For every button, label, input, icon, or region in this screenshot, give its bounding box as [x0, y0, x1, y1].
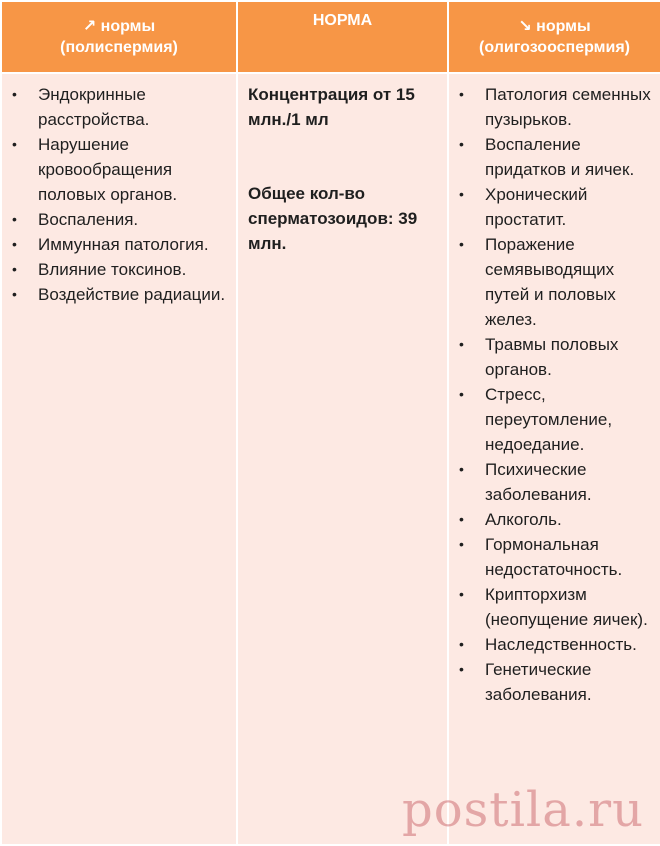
bullet-icon: •	[459, 536, 464, 552]
bullet-icon: •	[459, 461, 464, 477]
list-item	[457, 132, 654, 182]
header-below-norm-subtitle: (олигозооспермия)	[479, 39, 630, 56]
watermark-logo: postila.ru	[402, 782, 644, 838]
list-item-text: Влияние токсинов.	[38, 260, 187, 279]
list-item-text: Иммунная патология.	[38, 235, 209, 254]
list-item-text: Хронический простатит.	[485, 185, 588, 229]
list-item-text: Воспаления.	[38, 210, 139, 229]
list-item	[457, 532, 654, 582]
header-above-norm-title: ↗ нормы	[82, 18, 156, 35]
header-norm-title: НОРМА	[312, 12, 373, 29]
list-item-text: Стресс, переутомление, недоедание.	[485, 385, 613, 454]
list-item	[457, 507, 654, 532]
list-item-text: Алкоголь.	[485, 510, 562, 529]
header-above-norm	[1, 1, 237, 73]
list-item	[457, 182, 654, 232]
norm-total-count: Общее кол-во сперматозоидов: 39 млн.	[248, 184, 418, 253]
bullet-icon: •	[459, 336, 464, 352]
list-item-text: Генетические заболевания.	[485, 660, 592, 704]
body-row	[1, 73, 660, 845]
list-item	[10, 257, 230, 282]
above-norm-causes-cell	[1, 73, 237, 845]
below-norm-causes-list	[457, 82, 654, 707]
list-item-text: Патология семенных пузырьков.	[485, 85, 651, 129]
above-norm-causes-list	[10, 82, 230, 307]
header-below-norm-title: ↘ нормы	[518, 18, 591, 35]
list-item	[10, 82, 230, 132]
bullet-icon: •	[12, 261, 17, 277]
header-norm	[237, 1, 448, 73]
bullet-icon: •	[459, 186, 464, 202]
header-above-norm-subtitle: (полиспермия)	[60, 39, 178, 56]
bullet-icon: •	[459, 386, 464, 402]
bullet-icon: •	[459, 86, 464, 102]
list-item	[10, 232, 230, 257]
list-item	[457, 457, 654, 507]
norm-values-cell	[237, 73, 448, 845]
bullet-icon: •	[459, 661, 464, 677]
list-item	[457, 82, 654, 132]
bullet-icon: •	[459, 586, 464, 602]
list-item	[457, 332, 654, 382]
bullet-icon: •	[459, 511, 464, 527]
list-item-text: Психические заболевания.	[485, 460, 592, 504]
bullet-icon: •	[12, 86, 17, 102]
list-item-text: Травмы половых органов.	[485, 335, 619, 379]
bullet-icon: •	[12, 211, 17, 227]
bullet-icon: •	[459, 636, 464, 652]
bullet-icon: •	[459, 236, 464, 252]
header-below-norm	[448, 1, 660, 73]
list-item-text: Эндокринные расстройства.	[38, 85, 150, 129]
list-item-text: Нарушение кровообращения половых органов.	[38, 135, 178, 204]
list-item	[457, 657, 654, 707]
bullet-icon: •	[12, 136, 17, 152]
list-item-text: Крипторхизм (неопущение яичек).	[485, 585, 648, 629]
list-item	[10, 132, 230, 207]
bullet-icon: •	[459, 136, 464, 152]
norm-concentration: Концентрация от 15 млн./1 мл	[248, 85, 415, 129]
list-item-text: Воздействие радиации.	[38, 285, 226, 304]
list-item	[457, 582, 654, 632]
list-item-text: Поражение семявыводящих путей и половых желез.	[485, 235, 616, 329]
list-item	[457, 382, 654, 457]
list-item	[10, 207, 230, 232]
list-item-text: Воспаление придатков и яичек.	[485, 135, 635, 179]
list-item	[457, 232, 654, 332]
bullet-icon: •	[12, 236, 17, 252]
below-norm-causes-cell	[448, 73, 660, 845]
list-item	[10, 282, 230, 307]
list-item-text: Гормональная недостаточность.	[485, 535, 623, 579]
bullet-icon: •	[12, 286, 17, 302]
list-item-text: Наследственность.	[485, 635, 637, 654]
header-row	[1, 1, 660, 73]
list-item	[457, 632, 654, 657]
